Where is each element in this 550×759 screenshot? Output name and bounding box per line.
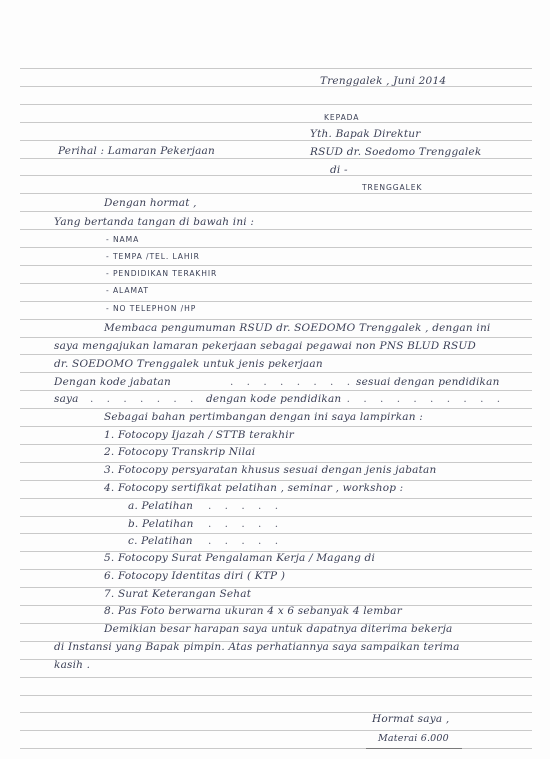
signature-line (366, 748, 462, 749)
attachment-item: 5. Fotocopy Surat Pengalaman Kerja / Magang di (104, 552, 376, 564)
ruled-line (20, 372, 532, 373)
ruled-line (20, 587, 532, 588)
ruled-line (20, 480, 532, 481)
ruled-line (20, 122, 532, 123)
regards: Hormat saya , (372, 713, 450, 725)
recipient-institution: RSUD dr. Soedomo Trenggalek (310, 146, 482, 158)
ruled-line (20, 516, 532, 517)
field-nama: - NAMA (106, 235, 140, 244)
ruled-line (20, 390, 532, 391)
body-line-5-dots-2: . . . . . . . . . . . (330, 393, 506, 405)
recipient-di: di - (330, 164, 348, 176)
place-date: Trenggalek , Juni 2014 (320, 75, 447, 87)
closing-line-1: Demikian besar harapan saya untuk dapatnya diterima bekerja (104, 623, 453, 635)
ruled-line (20, 301, 532, 302)
ruled-line (20, 677, 532, 678)
ruled-line (20, 211, 532, 212)
ruled-line (20, 533, 532, 534)
ruled-line (20, 283, 532, 284)
ruled-line (20, 193, 532, 194)
ruled-line (20, 337, 532, 338)
body-line-1: Membaca pengumuman RSUD dr. SOEDOMO Trenggalek , dengan ini (104, 322, 491, 334)
field-pendidikan: - PENDIDIKAN TERAKHIR (106, 269, 218, 278)
attachment-item: 6. Fotocopy Identitas diri ( KTP ) (104, 570, 286, 582)
ruled-line (20, 175, 532, 176)
ruled-line (20, 86, 532, 87)
ruled-line (20, 659, 532, 660)
ruled-line (20, 695, 532, 696)
ruled-line (20, 140, 532, 141)
recipient-city: TRENGGALEK (362, 183, 423, 192)
body-line-5-dots-1: . . . . . . . . (90, 393, 216, 405)
ruled-line (20, 247, 532, 248)
field-alamat: - ALAMAT (106, 286, 149, 295)
ruled-line (20, 229, 532, 230)
stamp-duty: Materai 6.000 (378, 733, 449, 744)
ruled-line (20, 104, 532, 105)
kepada-label: KEPADA (324, 113, 360, 122)
body-line-2: saya mengajukan lamaran pekerjaan sebagai pegawai non PNS BLUD RSUD (54, 340, 477, 352)
attachments-intro: Sebagai bahan pertimbangan dengan ini saya lampirkan : (104, 411, 423, 423)
ruled-line (20, 354, 532, 355)
attachment-item: 1. Fotocopy Ijazah / STTB terakhir (104, 429, 295, 441)
attachment-item: 7. Surat Keterangan Sehat (104, 588, 252, 600)
body-line-5a: saya (54, 393, 79, 405)
field-telepon: - NO TELEPHON /HP (106, 304, 197, 313)
body-line-3: dr. SOEDOMO Trenggalek untuk jenis pekerjaan (54, 358, 323, 370)
ruled-line (20, 408, 532, 409)
attachment-subitem: c. Pelatihan (128, 535, 193, 547)
ruled-line (20, 462, 532, 463)
ruled-line (20, 444, 532, 445)
ruled-line (20, 319, 532, 320)
attachment-item: 2. Fotocopy Transkrip Nilai (104, 446, 256, 458)
ruled-line (20, 426, 532, 427)
subitem-dots: . . . . . (208, 535, 284, 547)
attachment-subitem: b. Pelatihan (128, 518, 194, 530)
salutation: Dengan hormat , (104, 197, 197, 209)
ruled-line (20, 265, 532, 266)
attachment-item: 4. Fotocopy sertifikat pelatihan , seminar , workshop : (104, 482, 404, 494)
field-ttl: - TEMPA /TEL. LAHIR (106, 252, 200, 261)
recipient-title: Yth. Bapak Direktur (310, 128, 421, 140)
ruled-line (20, 498, 532, 499)
ruled-line (20, 730, 532, 731)
attachment-item: 8. Pas Foto berwarna ukuran 4 x 6 sebanyak 4 lembar (104, 605, 402, 617)
ruled-line (20, 712, 532, 713)
body-line-4-dots: . . . . . . . . . (230, 376, 372, 388)
body-line-5b: dengan kode pendidikan (206, 393, 342, 405)
closing-line-3: kasih . (54, 659, 91, 671)
subitem-dots: . . . . . (208, 500, 284, 512)
attachment-subitem: a. Pelatihan (128, 500, 194, 512)
body-line-4b: sesuai dengan pendidikan (356, 376, 500, 388)
body-line-4a: Dengan kode jabatan (54, 376, 171, 388)
ruled-line (20, 158, 532, 159)
subject: Perihal : Lamaran Pekerjaan (58, 145, 215, 157)
attachment-item: 3. Fotocopy persyaratan khusus sesuai dengan jenis jabatan (104, 464, 437, 476)
subitem-dots: . . . . . (208, 518, 284, 530)
ruled-line (20, 68, 532, 69)
closing-line-2: di Instansi yang Bapak pimpin. Atas perhatiannya saya sampaikan terima (54, 641, 460, 653)
intro-line: Yang bertanda tangan di bawah ini : (54, 216, 255, 228)
